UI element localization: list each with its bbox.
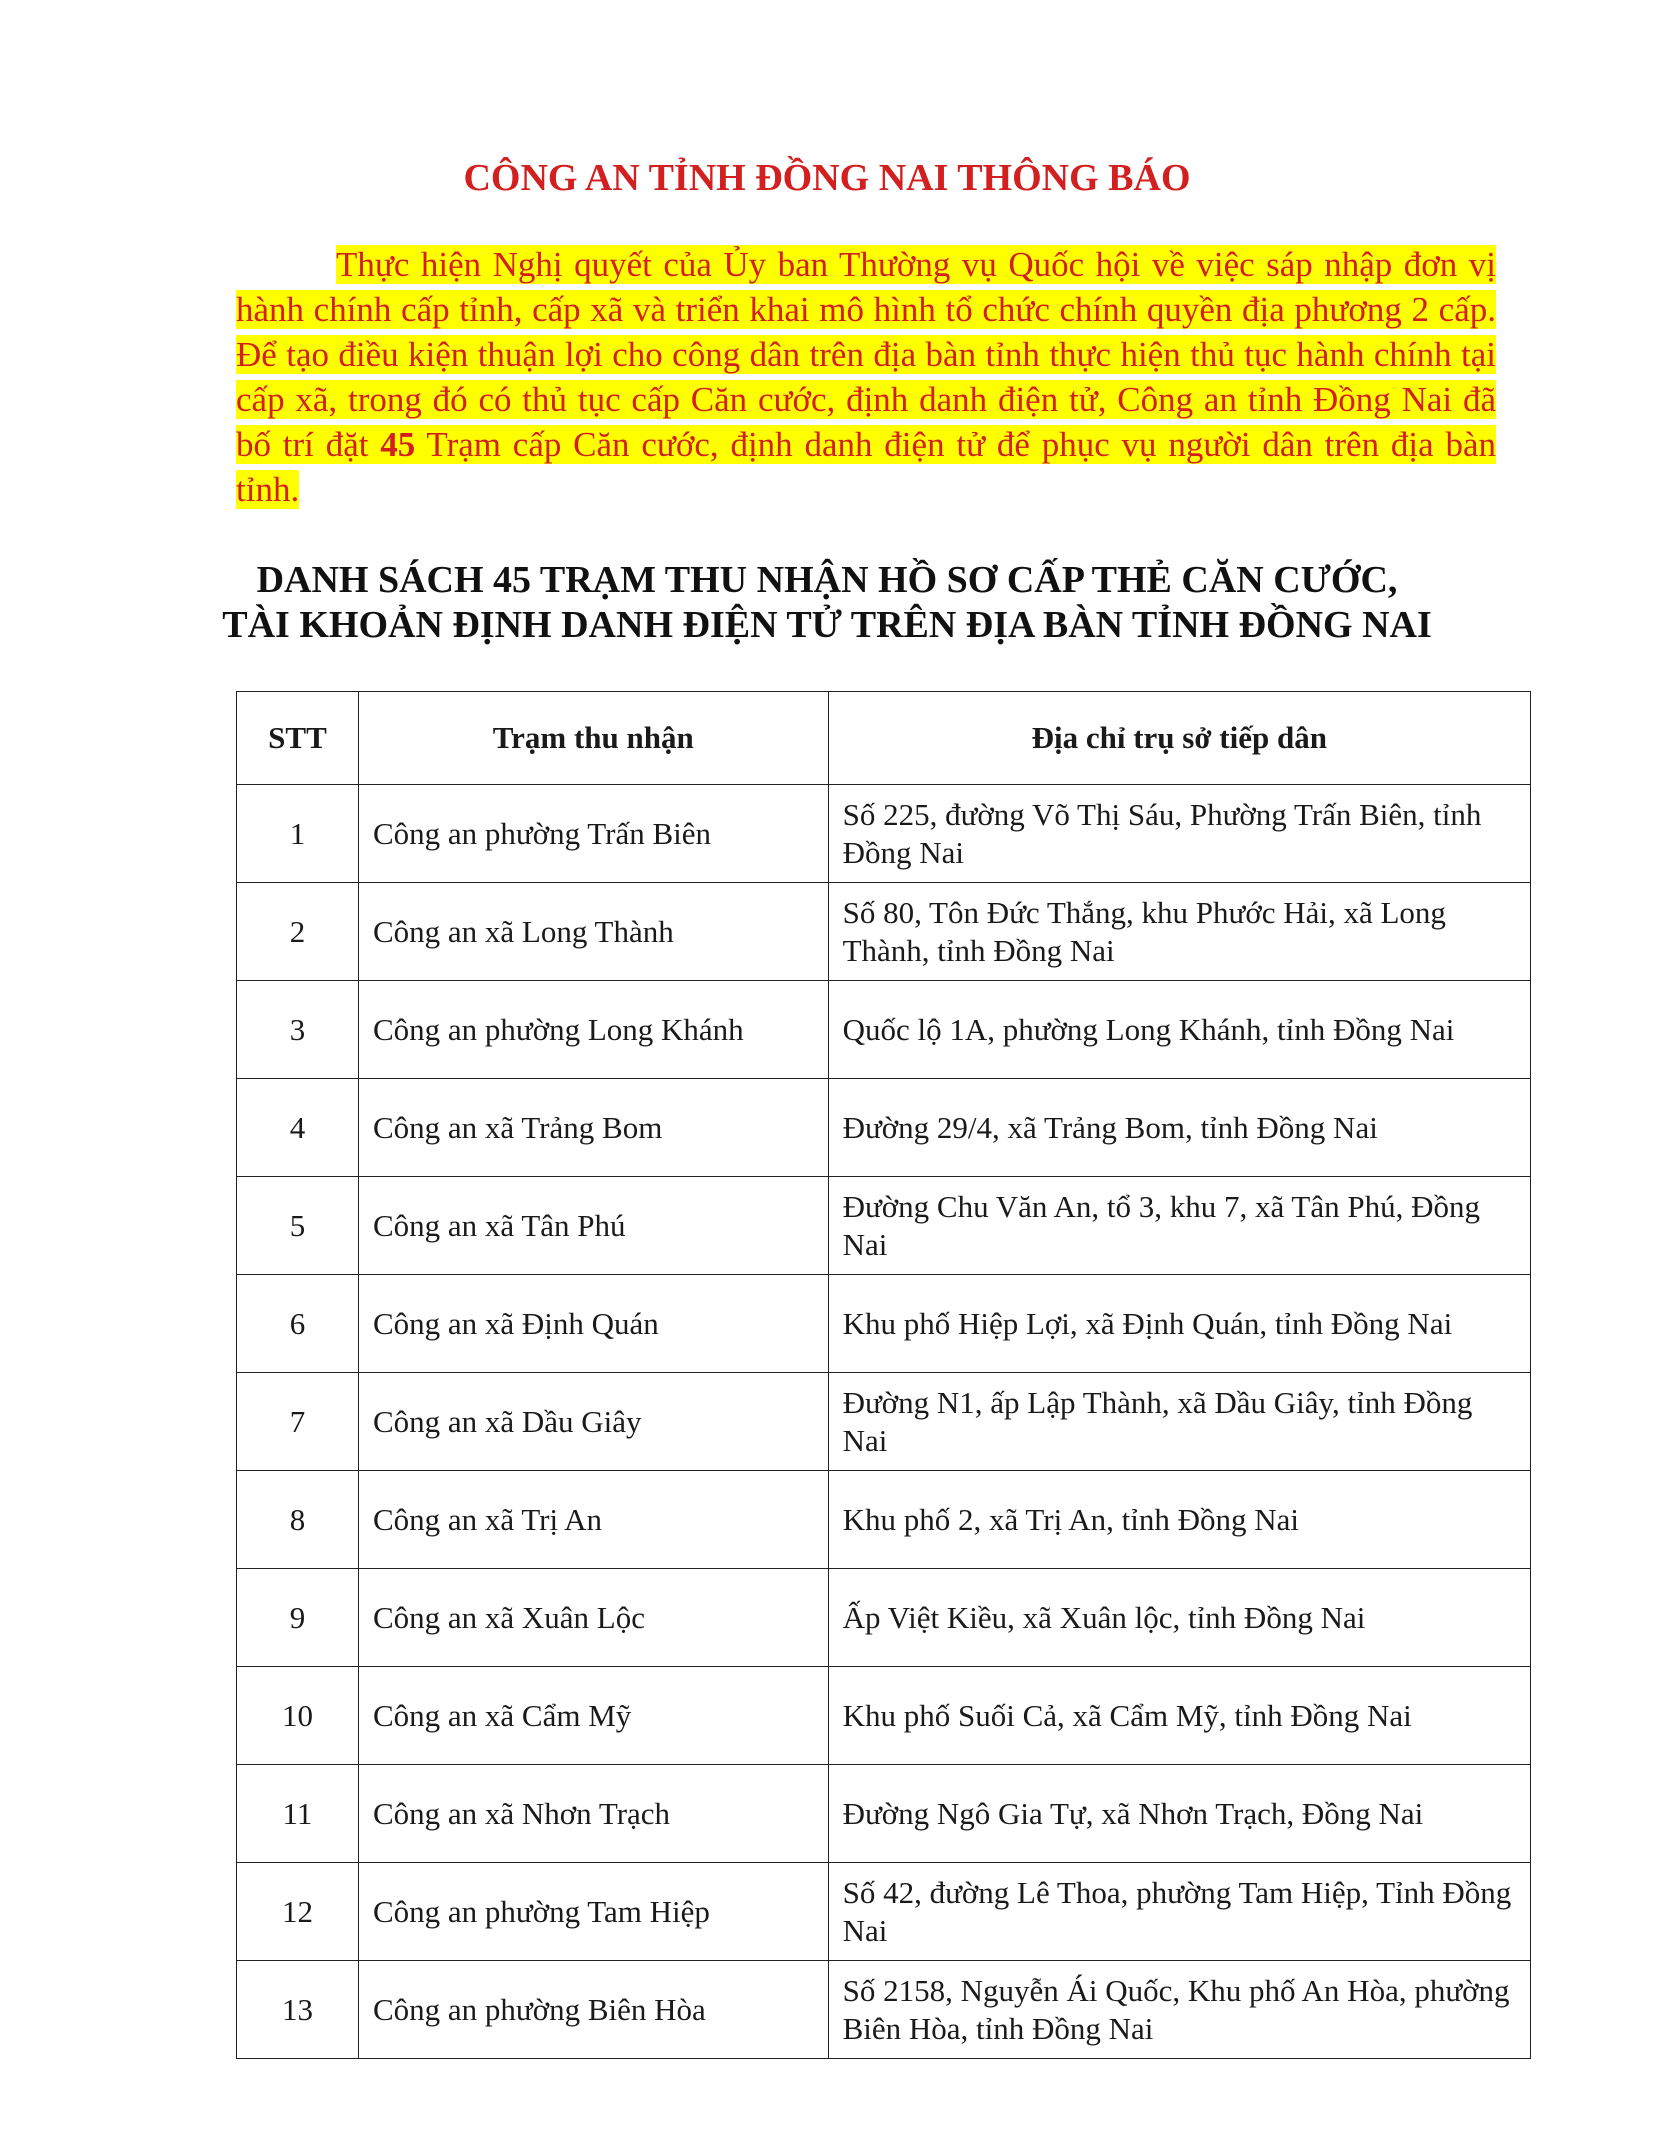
- table-row: [237, 1373, 1531, 1471]
- cell-stt: 2: [237, 883, 359, 981]
- list-title-line-1: DANH SÁCH 45 TRẠM THU NHẬN HỒ SƠ CẤP THẺ CĂN CƯỚC,: [256, 559, 1398, 601]
- cell-station: Công an phường Tam Hiệp: [358, 1863, 828, 1961]
- cell-stt: 12: [237, 1863, 359, 1961]
- cell-station: Công an xã Tân Phú: [358, 1177, 828, 1275]
- cell-stt: 8: [237, 1471, 359, 1569]
- header-station: Trạm thu nhận: [358, 692, 828, 785]
- intro-text-before: Thực hiện Nghị quyết của Ủy ban Thường vụ Quốc hội về việc sáp nhập đơn vị hành chính cấp tỉnh, cấp xã và triển khai mô hình tổ chức chính quyền địa phương 2 cấp. Để tạo điều kiện thuận lợi cho công dân trên địa bàn tỉnh thực hiện thủ tục hành chính tại cấp xã, trong đó có thủ tục cấp Căn cước, định danh điện tử, Công an tỉnh Đồng Nai đã bố trí đặt: [236, 245, 1496, 464]
- cell-stt: 7: [237, 1373, 359, 1471]
- cell-address: Số 42, đường Lê Thoa, phường Tam Hiệp, Tỉnh Đồng Nai: [828, 1863, 1530, 1961]
- table-row: [237, 1275, 1531, 1373]
- cell-address: Khu phố Suối Cả, xã Cẩm Mỹ, tỉnh Đồng Nai: [828, 1667, 1530, 1765]
- cell-stt: 9: [237, 1569, 359, 1667]
- cell-address: Khu phố Hiệp Lợi, xã Định Quán, tỉnh Đồng Nai: [828, 1275, 1530, 1373]
- cell-address: Đường N1, ấp Lập Thành, xã Dầu Giây, tỉnh Đồng Nai: [828, 1373, 1530, 1471]
- document-title: CÔNG AN TỈNH ĐỒNG NAI THÔNG BÁO: [463, 157, 1191, 199]
- cell-stt: 5: [237, 1177, 359, 1275]
- cell-address: Số 225, đường Võ Thị Sáu, Phường Trấn Biên, tỉnh Đồng Nai: [828, 785, 1530, 883]
- cell-stt: 4: [237, 1079, 359, 1177]
- table-row: [237, 1863, 1531, 1961]
- cell-station: Công an xã Định Quán: [358, 1275, 828, 1373]
- cell-station: Công an phường Biên Hòa: [358, 1961, 828, 2059]
- table-row: [237, 1765, 1531, 1863]
- intro-station-count: 45: [380, 425, 416, 464]
- cell-stt: 6: [237, 1275, 359, 1373]
- table-row: [237, 785, 1531, 883]
- cell-station: Công an xã Nhơn Trạch: [358, 1765, 828, 1863]
- cell-address: Đường Ngô Gia Tự, xã Nhơn Trạch, Đồng Nai: [828, 1765, 1530, 1863]
- intro-text-after: Trạm cấp Căn cước, định danh điện tử để phục vụ người dân trên địa bàn tỉnh.: [236, 425, 1496, 509]
- stations-table: [236, 691, 1531, 2059]
- table-row: [237, 1177, 1531, 1275]
- table-row: [237, 1569, 1531, 1667]
- table-row: [237, 883, 1531, 981]
- table-row: [237, 1961, 1531, 2059]
- cell-station: Công an xã Cẩm Mỹ: [358, 1667, 828, 1765]
- header-address: Địa chỉ trụ sở tiếp dân: [828, 692, 1530, 785]
- cell-station: Công an xã Trảng Bom: [358, 1079, 828, 1177]
- cell-station: Công an xã Trị An: [358, 1471, 828, 1569]
- cell-station: Công an xã Dầu Giây: [358, 1373, 828, 1471]
- intro-highlight: [236, 245, 1496, 509]
- cell-stt: 10: [237, 1667, 359, 1765]
- table-row: [237, 1471, 1531, 1569]
- cell-stt: 11: [237, 1765, 359, 1863]
- table-row: [237, 1079, 1531, 1177]
- list-title-line-2: TÀI KHOẢN ĐỊNH DANH ĐIỆN TỬ TRÊN ĐỊA BÀN TỈNH ĐỒNG NAI: [222, 604, 1432, 646]
- cell-address: Khu phố 2, xã Trị An, tỉnh Đồng Nai: [828, 1471, 1530, 1569]
- cell-stt: 3: [237, 981, 359, 1079]
- list-title: [0, 558, 1654, 648]
- intro-paragraph: [236, 242, 1496, 512]
- header-stt: STT: [237, 692, 359, 785]
- cell-stt: 13: [237, 1961, 359, 2059]
- cell-address: Quốc lộ 1A, phường Long Khánh, tỉnh Đồng Nai: [828, 981, 1530, 1079]
- cell-address: Số 80, Tôn Đức Thắng, khu Phước Hải, xã Long Thành, tỉnh Đồng Nai: [828, 883, 1530, 981]
- cell-station: Công an xã Long Thành: [358, 883, 828, 981]
- table-header-row: [237, 692, 1531, 785]
- cell-station: Công an xã Xuân Lộc: [358, 1569, 828, 1667]
- table-row: [237, 981, 1531, 1079]
- cell-address: Đường 29/4, xã Trảng Bom, tỉnh Đồng Nai: [828, 1079, 1530, 1177]
- cell-address: Đường Chu Văn An, tổ 3, khu 7, xã Tân Phú, Đồng Nai: [828, 1177, 1530, 1275]
- cell-stt: 1: [237, 785, 359, 883]
- cell-address: Số 2158, Nguyễn Ái Quốc, Khu phố An Hòa, phường Biên Hòa, tỉnh Đồng Nai: [828, 1961, 1530, 2059]
- cell-address: Ấp Việt Kiều, xã Xuân lộc, tỉnh Đồng Nai: [828, 1569, 1530, 1667]
- table-row: [237, 1667, 1531, 1765]
- cell-station: Công an phường Long Khánh: [358, 981, 828, 1079]
- cell-station: Công an phường Trấn Biên: [358, 785, 828, 883]
